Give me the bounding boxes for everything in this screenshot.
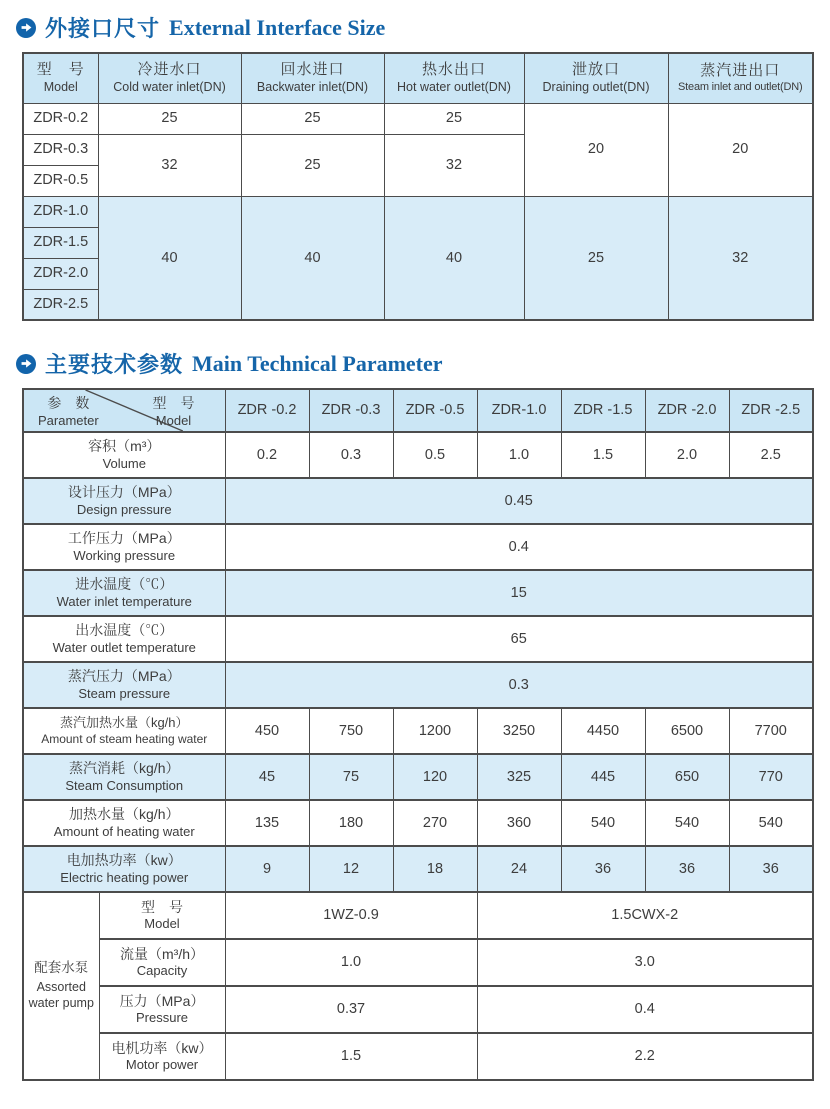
- external-interface-table: [22, 52, 814, 321]
- t1-header-cold-water-inlet: 冷进水口 Cold water inlet(DN): [98, 53, 241, 103]
- t2-row-water-outlet-temperature: [23, 616, 813, 662]
- pump-param-label-cell: 电机功率（kw） Motor power: [99, 1033, 225, 1080]
- table-cell-merged: 3.0: [477, 939, 813, 986]
- table-cell-merged: 32: [668, 196, 813, 320]
- table-cell: 0.3: [309, 432, 393, 478]
- pump-param-label-cell: 型 号 Model: [99, 892, 225, 939]
- table-cell: 540: [645, 800, 729, 846]
- model-cell: ZDR-2.0: [23, 258, 98, 289]
- table-cell-merged: 0.45: [225, 478, 813, 524]
- corner-model-label: 型 号 Model: [152, 395, 195, 428]
- table-cell: 0.2: [225, 432, 309, 478]
- table-cell: 135: [225, 800, 309, 846]
- table-cell-merged: 40: [384, 196, 524, 320]
- table-cell-merged: 15: [225, 570, 813, 616]
- table-cell-merged: 32: [98, 134, 241, 196]
- table-cell: 540: [561, 800, 645, 846]
- param-label-cell: 容积（m³） Volume: [23, 432, 225, 478]
- table-cell: 0.5: [393, 432, 477, 478]
- table-cell: 770: [729, 754, 813, 800]
- table-cell: 36: [561, 846, 645, 892]
- section-title-main-technical-parameter: [16, 348, 830, 379]
- section2-title-zh: 主要技术参数: [45, 352, 184, 377]
- t2-col-header: ZDR -0.5: [393, 389, 477, 432]
- t2-col-header: ZDR -0.3: [309, 389, 393, 432]
- table-cell: 2.5: [729, 432, 813, 478]
- t2-row-pump-model: [23, 892, 813, 939]
- section2-title-en: Main Technical Parameter: [192, 350, 443, 376]
- section-title-external-interface: [16, 12, 830, 43]
- t1-header-hot-water-outlet: 热水出口 Hot water outlet(DN): [384, 53, 524, 103]
- section1-title-zh: 外接口尺寸: [45, 16, 161, 41]
- table-cell-merged: 40: [98, 196, 241, 320]
- t2-row-steam-pressure: [23, 662, 813, 708]
- table-cell: 6500: [645, 708, 729, 754]
- table-cell: 450: [225, 708, 309, 754]
- table-cell: 36: [729, 846, 813, 892]
- table-cell: 540: [729, 800, 813, 846]
- table-cell-merged: 0.3: [225, 662, 813, 708]
- param-label-cell: 工作压力（MPa） Working pressure: [23, 524, 225, 570]
- t2-row-electric-heating-power: [23, 846, 813, 892]
- section1-title-en: External Interface Size: [169, 14, 386, 40]
- arrow-right-circle-icon: [16, 354, 36, 374]
- table-cell: 1.5: [561, 432, 645, 478]
- t2-col-header: ZDR -1.5: [561, 389, 645, 432]
- table-cell: 120: [393, 754, 477, 800]
- table-cell-merged: 1.5: [225, 1033, 477, 1080]
- param-label-cell: 设计压力（MPa） Design pressure: [23, 478, 225, 524]
- t1-header-model: 型 号 Model: [23, 53, 98, 103]
- table-cell-merged: 1WZ-0.9: [225, 892, 477, 939]
- pump-param-label-cell: 压力（MPa） Pressure: [99, 986, 225, 1033]
- t2-row-volume: [23, 432, 813, 478]
- t2-row-water-inlet-temperature: [23, 570, 813, 616]
- t2-header-row: [23, 389, 813, 432]
- t2-row-pump-capacity: [23, 939, 813, 986]
- model-cell: ZDR-1.0: [23, 196, 98, 227]
- table-cell: 2.0: [645, 432, 729, 478]
- table-cell: 750: [309, 708, 393, 754]
- t1-header-steam-inlet-outlet: 蒸汽进出口 Steam inlet and outlet(DN): [668, 53, 813, 103]
- t2-col-header: ZDR -2.0: [645, 389, 729, 432]
- model-cell: ZDR-0.3: [23, 134, 98, 165]
- table-cell-merged: 25: [241, 134, 384, 196]
- table-cell: 25: [241, 103, 384, 134]
- table-cell-merged: 2.2: [477, 1033, 813, 1080]
- t2-row-design-pressure: [23, 478, 813, 524]
- param-label-cell: 电加热功率（kw） Electric heating power: [23, 846, 225, 892]
- t1-header-draining-outlet: 泄放口 Draining outlet(DN): [524, 53, 668, 103]
- table-cell: 9: [225, 846, 309, 892]
- model-cell: ZDR-2.5: [23, 289, 98, 320]
- param-label-cell: 蒸汽消耗（kg/h） Steam Consumption: [23, 754, 225, 800]
- table-cell: 25: [384, 103, 524, 134]
- param-label-cell: 加热水量（kg/h） Amount of heating water: [23, 800, 225, 846]
- table-cell-merged: 0.4: [225, 524, 813, 570]
- table-cell: 45: [225, 754, 309, 800]
- t2-col-header: ZDR -2.5: [729, 389, 813, 432]
- table-cell: 360: [477, 800, 561, 846]
- corner-parameter-label: 参 数 Parameter: [38, 395, 99, 428]
- param-label-cell: 进水温度（℃） Water inlet temperature: [23, 570, 225, 616]
- table-cell: 325: [477, 754, 561, 800]
- table-cell: 7700: [729, 708, 813, 754]
- arrow-right-circle-icon: [16, 18, 36, 38]
- table-cell: 3250: [477, 708, 561, 754]
- t2-corner-cell: [23, 389, 225, 432]
- pump-param-label-cell: 流量（m³/h） Capacity: [99, 939, 225, 986]
- t2-row-pump-motor-power: [23, 1033, 813, 1080]
- t2-row-steam-consumption: [23, 754, 813, 800]
- param-label-cell: 蒸汽加热水量（kg/h） Amount of steam heating water: [23, 708, 225, 754]
- t2-col-header: ZDR -0.2: [225, 389, 309, 432]
- table-cell-merged: 1.0: [225, 939, 477, 986]
- model-cell: ZDR-0.2: [23, 103, 98, 134]
- model-cell: ZDR-1.5: [23, 227, 98, 258]
- table-cell: 24: [477, 846, 561, 892]
- t2-row-pump-pressure: [23, 986, 813, 1033]
- table-cell: 180: [309, 800, 393, 846]
- t2-row-steam-heating-water: [23, 708, 813, 754]
- table-cell: 18: [393, 846, 477, 892]
- pump-group-cell: 配套水泵 Assorted water pump: [23, 892, 99, 1080]
- table-cell-merged: 65: [225, 616, 813, 662]
- table-cell-merged: 32: [384, 134, 524, 196]
- table-cell-merged: 1.5CWX-2: [477, 892, 813, 939]
- table-cell-merged: 20: [668, 103, 813, 196]
- table-cell: 650: [645, 754, 729, 800]
- table-cell-merged: 0.37: [225, 986, 477, 1033]
- table-cell: 445: [561, 754, 645, 800]
- t2-col-header: ZDR-1.0: [477, 389, 561, 432]
- param-label-cell: 出水温度（℃） Water outlet temperature: [23, 616, 225, 662]
- table-cell-merged: 0.4: [477, 986, 813, 1033]
- table-cell-merged: 25: [524, 196, 668, 320]
- table-cell: 4450: [561, 708, 645, 754]
- t1-row-zdr-1.0: [23, 196, 813, 227]
- t2-row-heating-water: [23, 800, 813, 846]
- model-cell: ZDR-0.5: [23, 165, 98, 196]
- table-cell: 270: [393, 800, 477, 846]
- table-cell: 1200: [393, 708, 477, 754]
- t2-row-working-pressure: [23, 524, 813, 570]
- table-cell: 75: [309, 754, 393, 800]
- table-cell-merged: 20: [524, 103, 668, 196]
- t1-header-row: [23, 53, 813, 103]
- table-cell: 25: [98, 103, 241, 134]
- table-cell-merged: 40: [241, 196, 384, 320]
- table-cell: 1.0: [477, 432, 561, 478]
- table-cell: 12: [309, 846, 393, 892]
- param-label-cell: 蒸汽压力（MPa） Steam pressure: [23, 662, 225, 708]
- main-technical-parameter-table: [22, 388, 814, 1081]
- t1-header-backwater-inlet: 回水进口 Backwater inlet(DN): [241, 53, 384, 103]
- t1-row-zdr-0.2: [23, 103, 813, 134]
- table-cell: 36: [645, 846, 729, 892]
